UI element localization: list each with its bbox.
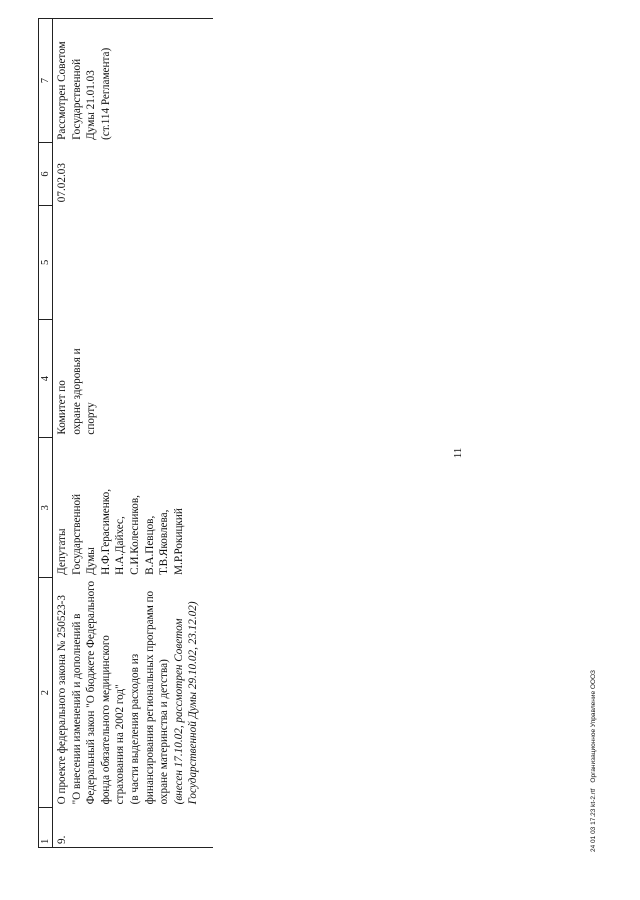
date-cell: 07.02.03	[53, 143, 214, 205]
description-line: О проекте федерального закона № 250523-3	[56, 595, 68, 805]
description-dates-line: (внесен 17.10.02, рассмотрен Советом	[172, 618, 185, 805]
note-line: Государственной	[70, 58, 83, 140]
table-row	[53, 19, 214, 848]
status-note	[53, 19, 214, 143]
initiator-line: Н.А.Дайхес,	[114, 516, 127, 575]
description-line: охране материнства и детства)	[158, 659, 171, 805]
print-footer	[590, 670, 597, 852]
bill-initiators	[53, 438, 214, 578]
responsible-committee	[53, 320, 214, 438]
footer-file-info: 24 01 03 17.23 kt-2.rtf	[590, 788, 597, 852]
column-number-3: 3	[39, 438, 53, 578]
column-number-6: 6	[39, 143, 53, 205]
note-line: (ст.114 Регламента)	[99, 47, 112, 140]
column-number-7: 7	[39, 19, 53, 143]
description-line: Федеральный закон "О бюджете Федерального	[85, 580, 98, 805]
description-line: фонда обязательного медицинского	[99, 635, 112, 805]
committee-line: охране здоровья и	[70, 348, 83, 435]
initiator-line: Думы	[85, 547, 98, 575]
initiator-line: Н.Ф.Герасименко,	[99, 488, 112, 575]
description-line: финансирования региональных программ по	[143, 590, 156, 805]
row-number: 9.	[53, 807, 214, 847]
page-number: 11	[452, 447, 464, 459]
column-5-cell	[53, 205, 214, 319]
bills-table	[38, 18, 213, 848]
description-line: страхования на 2002 год"	[114, 684, 127, 805]
column-number-5: 5	[39, 205, 53, 319]
initiator-line: М.Р.Рокицкий	[172, 508, 185, 575]
column-number-row	[39, 19, 53, 848]
initiator-line: Государственной	[70, 493, 83, 575]
initiator-line: С.И.Колесников,	[128, 495, 141, 575]
description-line: "О внесении изменений и дополнений в	[70, 613, 83, 805]
column-number-4: 4	[39, 320, 53, 438]
note-line: Рассмотрен Советом	[56, 41, 68, 140]
description-line: (в части выделения расходов из	[128, 653, 141, 805]
committee-line: спорту	[85, 402, 98, 435]
footer-organization: Организационное Управление ОООЗ	[590, 670, 597, 783]
column-number-1: 1	[39, 807, 53, 847]
committee-line: Комитет по	[56, 380, 68, 435]
bill-description	[53, 578, 214, 808]
initiator-line: В.А.Певцов,	[143, 515, 156, 575]
description-dates-line: Государственной Думы 29.10.02, 23.12.02)	[187, 601, 200, 805]
rotated-document-page	[2, 18, 602, 888]
initiator-line: Т.В.Яковлева,	[158, 509, 171, 575]
initiator-line: Депутаты	[56, 528, 68, 575]
column-number-2: 2	[39, 578, 53, 808]
note-line: Думы 21.01.03	[85, 70, 98, 140]
